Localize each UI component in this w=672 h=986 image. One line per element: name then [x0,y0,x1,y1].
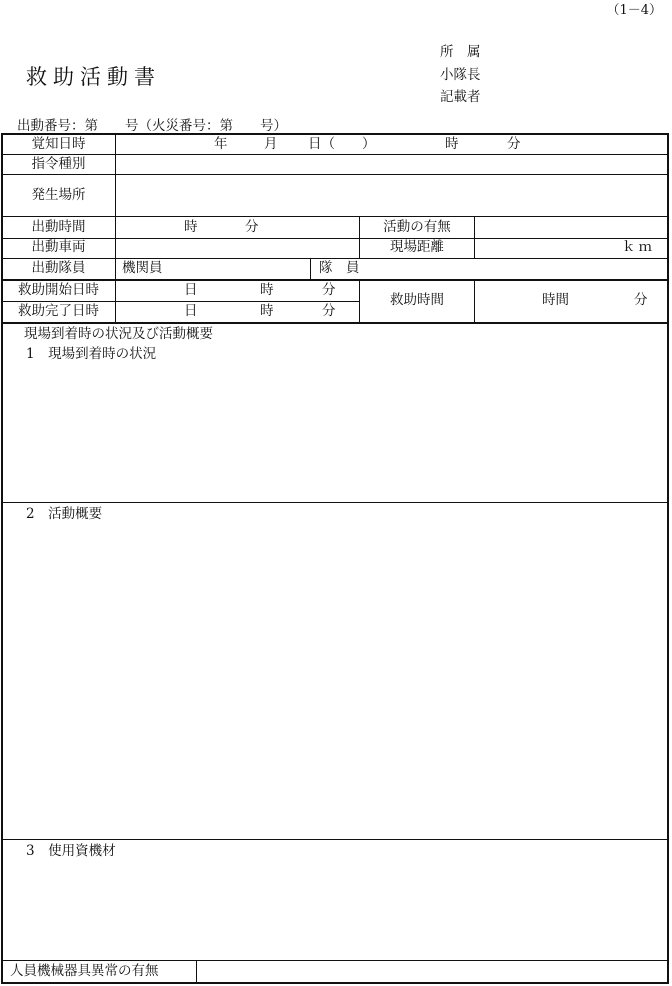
dispatch-number: 出動番号：第 号（火災番号：第 号） [17,118,287,134]
rescue-start-hour: 時 [260,282,274,298]
awareness-year: 年 [214,136,228,152]
approval-writer: 記載者 [440,89,481,105]
awareness-hour: 時 [445,136,459,152]
equipment-check-label: 人員機械器具異常の有無 [10,963,159,979]
rescue-time-hours: 時間 [542,292,569,308]
rescue-end-minute: 分 [322,303,336,319]
rescue-start-minute: 分 [322,282,336,298]
distance-unit: ｋｍ [622,239,655,255]
overview-section-2: 2 活動概要 [26,506,103,522]
dispatch-time-label: 出動時間 [31,219,86,235]
approval-squad-leader: 小隊長 [440,67,481,83]
dispatch-time-hour: 時 [184,219,198,235]
page-number: （1－4） [606,3,662,18]
approval-affiliation: 所 属 [440,44,481,60]
team-engineer: 機関員 [122,260,163,276]
rescue-time-minute: 分 [634,292,648,308]
team-label: 出動隊員 [31,260,86,276]
location-label: 発生場所 [31,187,86,203]
document-title: 救助活動書 [26,65,161,89]
awareness-minute: 分 [507,136,521,152]
rescue-end-day: 日 [184,303,198,319]
awareness-label: 覚知日時 [31,136,86,152]
awareness-day: 日（ ） [308,136,376,152]
overview-section-3: 3 使用資機材 [26,843,116,859]
overview-heading: 現場到着時の状況及び活動概要 [24,326,213,342]
command-type-label: 指令種別 [31,156,86,172]
distance-label: 現場距離 [390,239,444,255]
rescue-end-hour: 時 [260,303,274,319]
dispatch-time-minute: 分 [245,219,259,235]
vehicle-label: 出動車両 [31,239,86,255]
rescue-start-day: 日 [184,282,198,298]
activity-label: 活動の有無 [383,219,451,235]
team-member: 隊 員 [319,260,360,276]
rescue-end-label: 救助完了日時 [18,303,99,319]
rescue-start-label: 救助開始日時 [18,282,99,298]
overview-section-1: 1 現場到着時の状況 [26,346,157,362]
rescue-time-label: 救助時間 [390,292,444,308]
awareness-month: 月 [264,136,278,152]
